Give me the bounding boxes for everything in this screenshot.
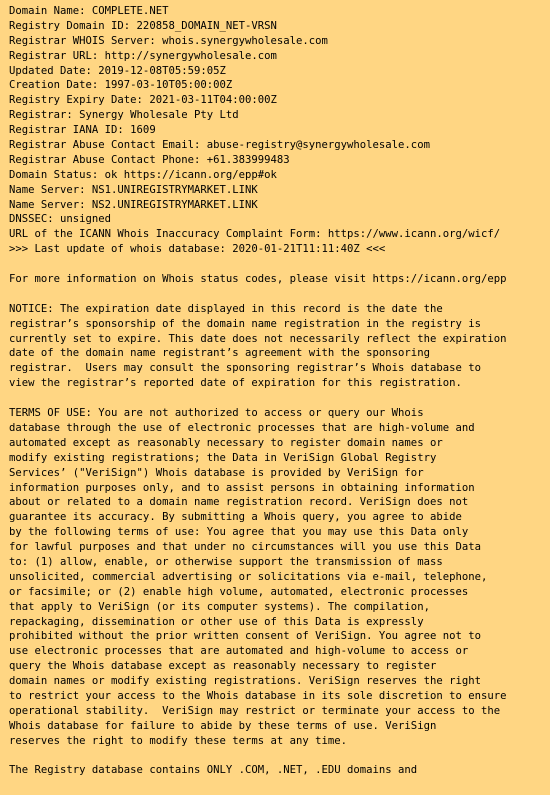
whois-line: query the Whois database except as reasonably necessary to register [9, 660, 437, 673]
whois-line: automated except as reasonably necessary to register domain names or [9, 436, 443, 449]
whois-line: Name Server: NS1.UNIREGISTRYMARKET.LINK [9, 183, 258, 196]
whois-line: TERMS OF USE: You are not authorized to access or query our Whois [9, 407, 424, 420]
whois-line: about or related to a domain name registration record. VeriSign does not [9, 496, 469, 509]
whois-line: reserves the right to modify these terms at any time. [9, 734, 348, 747]
whois-line: For more information on Whois status codes, please visit https://icann.org/epp [9, 273, 507, 286]
whois-line: modify existing registrations; the Data in VeriSign Global Registry [9, 451, 437, 464]
whois-line: view the registrar’s reported date of expiration for this registration. [9, 377, 462, 390]
whois-line: unsolicited, commercial advertising or solicitations via e-mail, telephone, [9, 570, 488, 583]
whois-line: for lawful purposes and that under no circumstances will you use this Data [9, 541, 481, 554]
whois-line: prohibited without the prior written consent of VeriSign. You agree not to [9, 630, 481, 643]
whois-line: Registry Domain ID: 220858_DOMAIN_NET-VRSN [9, 19, 277, 32]
whois-line [9, 257, 550, 272]
whois-line: Registrar Abuse Contact Phone: +61.383999483 [9, 153, 290, 166]
whois-line: registrar. Users may consult the sponsoring registrar’s Whois database to [9, 362, 481, 375]
whois-line: Registrar Abuse Contact Email: abuse-registry@synergywholesale.com [9, 139, 430, 152]
whois-line: or facsimile; or (2) enable high volume, automated, electronic processes [9, 585, 469, 598]
whois-line: NOTICE: The expiration date displayed in this record is the date the [9, 302, 443, 315]
whois-line: operational stability. VeriSign may restrict or terminate your access to the [9, 704, 501, 717]
whois-line: to: (1) allow, enable, or otherwise support the transmission of mass [9, 555, 443, 568]
whois-line: Services’ ("VeriSign") Whois database is provided by VeriSign for [9, 466, 424, 479]
whois-line: Registrar IANA ID: 1609 [9, 124, 156, 137]
whois-line: Registry Expiry Date: 2021-03-11T04:00:00Z [9, 94, 277, 107]
whois-line: Registrar URL: http://synergywholesale.com [9, 49, 277, 62]
whois-line: date of the domain name registrant’s agreement with the sponsoring [9, 347, 430, 360]
whois-line: Whois database for failure to abide by these terms of use. VeriSign [9, 719, 437, 732]
whois-line: The Registry database contains ONLY .COM, .NET, .EDU domains and [9, 764, 418, 777]
whois-line [9, 749, 550, 764]
whois-line: repackaging, dissemination or other use of this Data is expressly [9, 615, 424, 628]
whois-line: information purposes only, and to assist persons in obtaining information [9, 481, 475, 494]
whois-line: Domain Name: COMPLETE.NET [9, 5, 169, 17]
whois-line: Registrar WHOIS Server: whois.synergywholesale.com [9, 34, 328, 47]
whois-line: >>> Last update of whois database: 2020-01-21T11:11:40Z <<< [9, 243, 386, 256]
whois-line: URL of the ICANN Whois Inaccuracy Complaint Form: https://www.icann.org/wicf/ [9, 228, 501, 241]
whois-line [9, 391, 550, 406]
whois-line: currently set to expire. This date does not necessarily reflect the expiration [9, 332, 507, 345]
whois-line: domain names or modify existing registrations. VeriSign reserves the right [9, 675, 481, 688]
whois-line: that apply to VeriSign (or its computer systems). The compilation, [9, 600, 430, 613]
whois-line: to restrict your access to the Whois database in its sole discretion to ensure [9, 689, 507, 702]
whois-line: Name Server: NS2.UNIREGISTRYMARKET.LINK [9, 198, 258, 211]
whois-line: Domain Status: ok https://icann.org/epp#ok [9, 168, 277, 181]
whois-line: Updated Date: 2019-12-08T05:59:05Z [9, 64, 226, 77]
whois-line [9, 287, 550, 302]
whois-line: use electronic processes that are automated and high-volume to access or [9, 645, 469, 658]
whois-line: guarantee its accuracy. By submitting a Whois query, you agree to abide [9, 511, 462, 524]
whois-line: by the following terms of use: You agree that you may use this Data only [9, 526, 469, 539]
whois-line: Registrar: Synergy Wholesale Pty Ltd [9, 109, 239, 122]
whois-line: database through the use of electronic processes that are high-volume and [9, 421, 475, 434]
whois-line: DNSSEC: unsigned [9, 213, 112, 226]
whois-line: Creation Date: 1997-03-10T05:00:00Z [9, 79, 233, 92]
whois-line: registrar’s sponsorship of the domain name registration in the registry is [9, 317, 481, 330]
